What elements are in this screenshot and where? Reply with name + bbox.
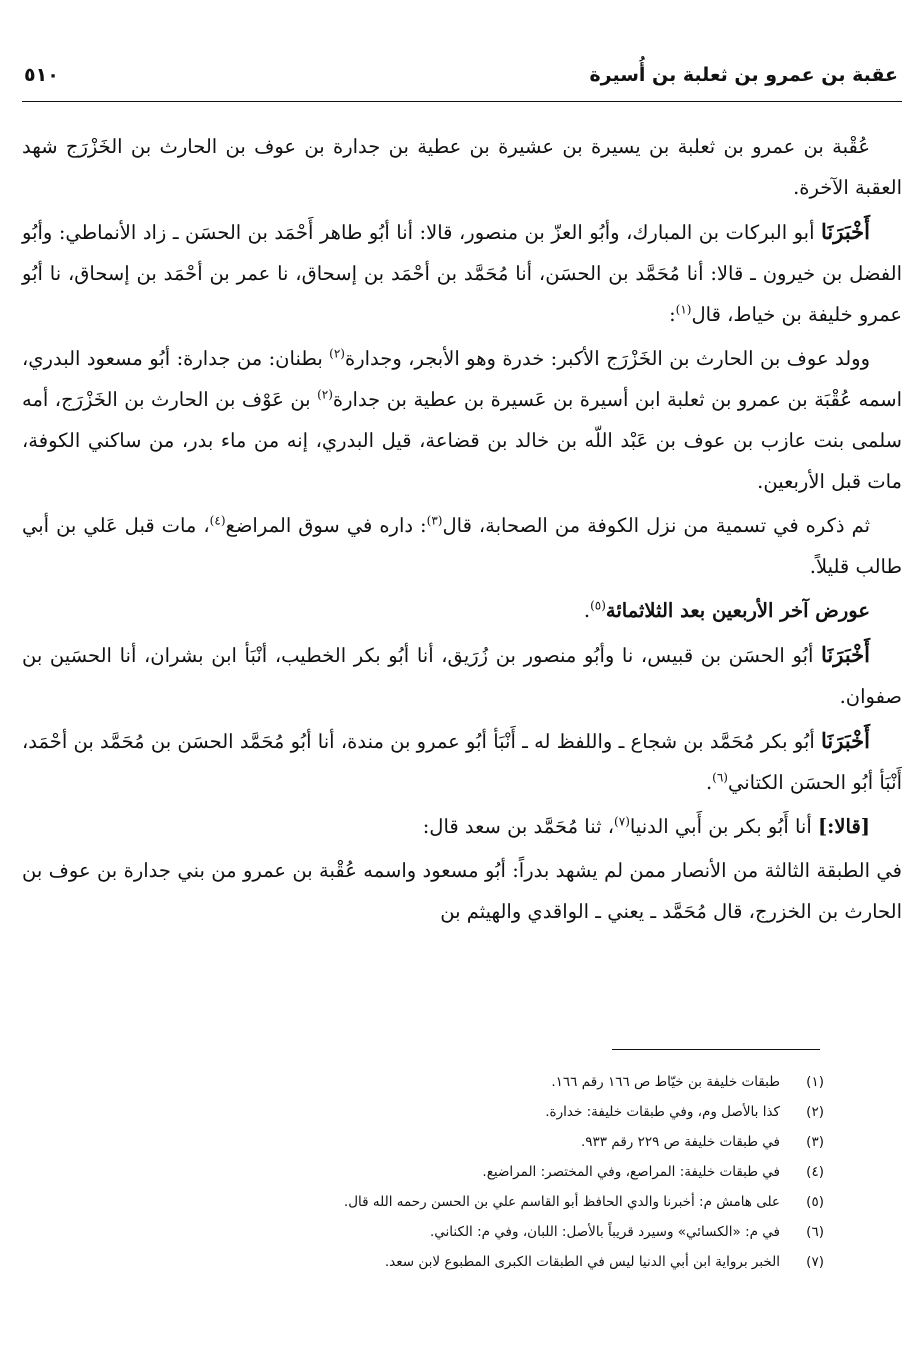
paragraph-5-text: أبُو الحسَن بن قبيس، نا وأبُو منصور بن زُرَيق، أنا أبُو بكر الخطيب، أنْبَأ ابن بشران، أنا الحسَين بن صفوان. <box>22 644 902 708</box>
footnote-6 <box>40 1217 824 1247</box>
footnote-7 <box>40 1247 824 1277</box>
paragraph-4-text-b: : داره في سوق المراضع <box>225 514 427 537</box>
akhbarana-lead: أَخْبَرَنَا <box>821 728 870 753</box>
footnotes <box>40 1067 824 1277</box>
footnote-number: (٧) <box>806 1254 824 1270</box>
footnote-text: في طبقات خليفة: المراصع، وفي المختصر: المراضيع. <box>482 1164 780 1180</box>
paragraph-4 <box>22 505 902 587</box>
running-title: عقبة بن عمرو بن ثعلبة بن أُسيرة <box>589 64 898 86</box>
paragraph-7-text-b: ، ثنا مُحَمَّد بن سعد قال: <box>422 815 615 838</box>
paragraph-7 <box>22 806 902 847</box>
section-heading <box>22 590 902 631</box>
footnote-number: (٣) <box>806 1134 824 1150</box>
paragraph-3-text-c: بن عَوْف بن الحارث بن الخَزْرَج، أمه سلمى بنت عازب بن عوف بن عَبْد اللّه بن خالد بن قضاعة، قيل البدري، إنه من ماء بدر، من ساكني الكوفة، مات قبل الأربعين. <box>22 388 902 493</box>
paragraph-6-end: . <box>705 771 713 794</box>
footnote-text: كذا بالأصل وم، وفي طبقات خليفة: خدارة. <box>545 1104 780 1120</box>
footnote-number: (٦) <box>806 1224 824 1240</box>
qala-lead: [قالا:] <box>817 815 870 838</box>
footnote-separator <box>612 1049 820 1050</box>
footnote-text: في طبقات خليفة ص ٢٢٩ رقم ٩٣٣. <box>581 1134 780 1150</box>
paragraph-4-text-a: ثم ذكره في تسمية من نزل الكوفة من الصحابة، قال <box>442 514 871 537</box>
akhbarana-lead: أَخْبَرَنَا <box>821 642 870 667</box>
paragraph-3 <box>22 338 902 502</box>
footnote-5 <box>40 1187 824 1217</box>
paragraph-1-text: عُقْبة بن عمرو بن ثعلبة بن يسيرة بن عشيرة بن عطية بن جدارة بن عوف بن الحارث بن الخَزْرَج شهد العقبة الآخرة. <box>22 135 902 199</box>
paragraph-8 <box>22 850 902 932</box>
footnote-ref-7: (٧) <box>614 814 630 829</box>
footnote-ref-3: (٣) <box>426 513 443 528</box>
akhbarana-lead: أَخْبَرَنَا <box>821 219 870 244</box>
footnote-1 <box>40 1067 824 1097</box>
footnote-number: (٢) <box>806 1104 824 1120</box>
footnote-text: الخبر برواية ابن أبي الدنيا ليس في الطبقات الكبرى المطبوع لابن سعد. <box>384 1254 780 1270</box>
section-heading-text: عورض آخر الأربعين بعد الثلاثمائة <box>605 599 870 622</box>
paragraph-2-text: أبو البركات بن المبارك، وأبُو العزّ بن منصور، قالا: أنا أبُو طاهر أَحْمَد بن الحسَن ـ زاد الأنماطي: وأبُو الفضل بن خيرون ـ قالا: أنا مُحَمَّد بن الحسَن، أنا مُحَمَّد بن أحْمَد بن إسحاق، نا عمر بن أحْمَد بن إسحاق، نا أبُو عمرو خليفة بن خياط، قال <box>22 221 902 326</box>
paragraph-6 <box>22 720 902 803</box>
footnote-ref-2a: (٢) <box>329 346 345 361</box>
paragraph-2-end: : <box>669 303 676 326</box>
paragraph-6-text: أبُو بكر مُحَمَّد بن شجاع ـ واللفظ له ـ أَنْبَأ أبُو عمرو بن مندة، أنا أبُو مُحَمَّد الحسَن بن مُحَمَّد بن أحْمَد، أَنْبَأ أبُو الحسَن الكتاني <box>22 730 902 794</box>
main-text <box>22 126 902 932</box>
header-rule <box>22 101 902 102</box>
paragraph-1 <box>22 126 902 208</box>
footnote-number: (٥) <box>806 1194 824 1210</box>
footnote-text: طبقات خليفة بن خيّاط ص ١٦٦ رقم ١٦٦. <box>551 1074 780 1090</box>
paragraph-5 <box>22 634 902 717</box>
footnote-ref-1: (١) <box>675 302 692 317</box>
footnote-text: على هامش م: أخبرنا والدي الحافظ أبو القاسم علي بن الحسن رحمه الله قال. <box>343 1194 780 1210</box>
footnote-number: (٤) <box>806 1164 824 1180</box>
paragraph-4-text-c: ، مات قبل عَلي بن أبي طالب قليلاً. <box>22 514 902 578</box>
section-heading-end: . <box>583 599 591 622</box>
footnote-text: في م: «الكسائي» وسيرد قريباً بالأصل: اللبان، وفي م: الكناني. <box>430 1224 780 1240</box>
footnote-3 <box>40 1127 824 1157</box>
footnote-number: (١) <box>806 1074 824 1090</box>
footnote-ref-2b: (٢) <box>317 387 333 402</box>
footnote-ref-4: (٤) <box>209 513 226 528</box>
paragraph-3-text-a: وولد عوف بن الحارث بن الخَزْرَج الأكبر: خدرة وهو الأبجر، وجدارة <box>344 347 870 370</box>
paragraph-7-text-a: أنا أَبُو بكر بن أَبي الدنيا <box>629 815 818 838</box>
page-header <box>22 58 902 98</box>
paragraph-3-text-b: بطنان: من جدارة: أبُو مسعود البدري، اسمه عُقْبَة بن عمرو بن ثعلبة ابن أسيرة بن عَسيرة بن عطية بن جدارة <box>22 347 902 411</box>
footnote-4 <box>40 1157 824 1187</box>
paragraph-8-text: في الطبقة الثالثة من الأنصار ممن لم يشهد بدراً: أبُو مسعود واسمه عُقْبة بن عمرو من بني جدارة بن عوف بن الحارث بن الخزرج، قال مُحَمَّد ـ يعني ـ الواقدي والهيثم بن <box>22 859 902 923</box>
footnote-ref-6: (٦) <box>712 770 728 785</box>
footnote-ref-5: (٥) <box>590 598 606 613</box>
page-number: ٥١٠ <box>24 64 59 86</box>
paragraph-2 <box>22 211 902 335</box>
footnote-2 <box>40 1097 824 1127</box>
